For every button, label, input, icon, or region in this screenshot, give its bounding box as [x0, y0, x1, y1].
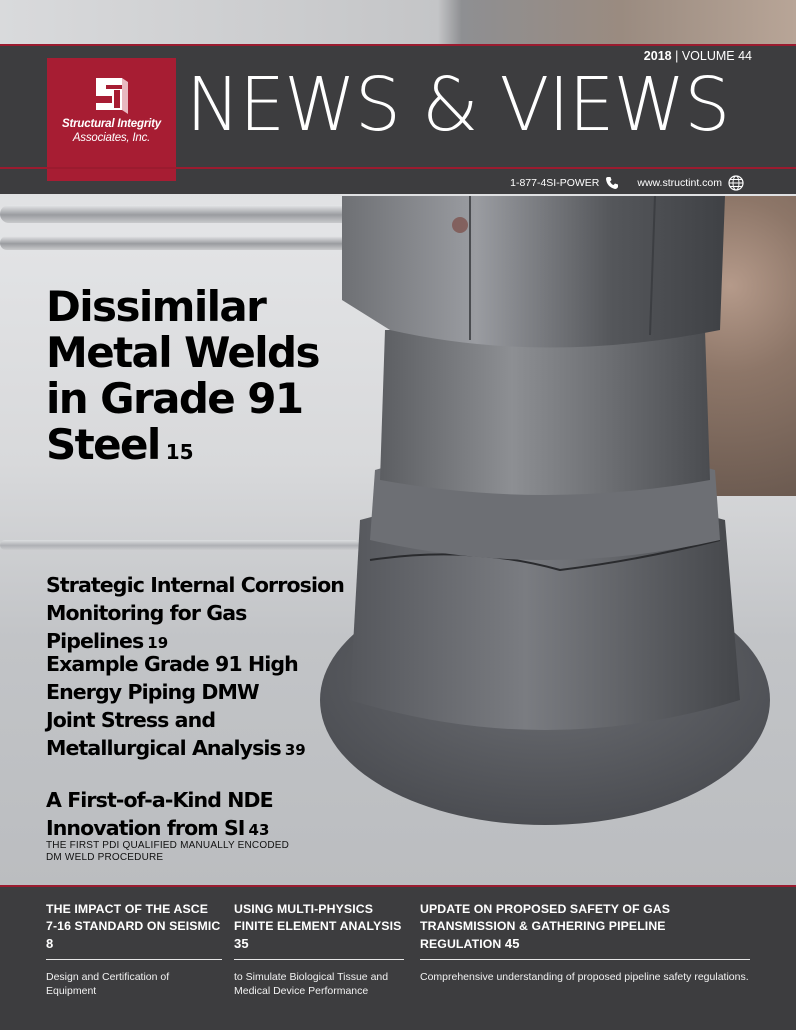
footer-story-description: to Simulate Biological Tissue and Medical Device Performance — [234, 971, 389, 997]
feature-title: Dissimilar Metal Welds in Grade 91 Steel — [46, 282, 319, 469]
footer-story[interactable] — [420, 901, 750, 984]
footer-story-description: Comprehensive understanding of proposed pipeline safety regulations. — [420, 971, 749, 983]
story-headline[interactable] — [46, 786, 306, 844]
footer-story-title — [46, 901, 222, 960]
company-logo[interactable] — [47, 58, 176, 181]
issue-info — [644, 49, 752, 63]
phone-icon — [605, 176, 619, 190]
feature-headline[interactable] — [46, 284, 366, 475]
story-headline[interactable] — [46, 571, 346, 657]
footer-story-page-number: 35 — [234, 936, 249, 951]
publication-title: NEWS & VIEWS — [186, 62, 730, 148]
story-title: Example Grade 91 High Energy Piping DMW Joint Stress and Metallurgical Analysis — [46, 652, 298, 760]
globe-icon — [728, 175, 744, 191]
story-headline[interactable] — [46, 650, 308, 764]
story-page-number: 19 — [147, 634, 169, 652]
story-page-number: 43 — [248, 821, 270, 839]
logo-name-line1: Structural Integrity — [62, 118, 161, 130]
website-link[interactable]: www.structint.com — [637, 177, 722, 189]
masthead-band — [0, 44, 796, 194]
footer-story-title — [234, 901, 404, 960]
footer-band — [0, 885, 796, 1030]
story-title: Strategic Internal Corrosion Monitoring for Gas Pipelines — [46, 573, 344, 653]
issue-separator: | — [675, 49, 682, 63]
footer-story[interactable] — [46, 901, 222, 998]
footer-story-description: Design and Certification of Equipment — [46, 971, 170, 997]
si-logo-icon — [92, 76, 132, 114]
footer-story-page-number: 8 — [46, 936, 54, 951]
footer-story-page-number: 45 — [504, 936, 520, 951]
story-title: A First-of-a-Kind NDE Innovation from SI — [46, 788, 273, 840]
story-page-number: 39 — [284, 741, 306, 759]
contact-bar — [510, 175, 744, 191]
footer-story[interactable] — [234, 901, 404, 998]
footer-story-title-text: THE IMPACT OF THE ASCE 7-16 STANDARD ON SEISMIC — [46, 902, 221, 933]
logo-name-line2: Associates, Inc. — [72, 132, 151, 144]
footer-story-title-text: UPDATE ON PROPOSED SAFETY OF GAS TRANSMISSION & GATHERING PIPELINE REGULATION — [420, 902, 671, 951]
footer-story-title-text: USING MULTI-PHYSICS FINITE ELEMENT ANALYSIS — [234, 902, 402, 933]
header-divider — [0, 167, 796, 169]
issue-year: 2018 — [643, 49, 672, 63]
phone-number[interactable]: 1-877-4SI-POWER — [510, 177, 600, 189]
story-subtitle: THE FIRST PDI QUALIFIED MANUALLY ENCODED DM WELD PROCEDURE — [46, 840, 290, 863]
footer-story-title — [420, 901, 750, 960]
issue-volume: VOLUME 44 — [681, 49, 752, 63]
feature-page-number: 15 — [165, 440, 194, 464]
